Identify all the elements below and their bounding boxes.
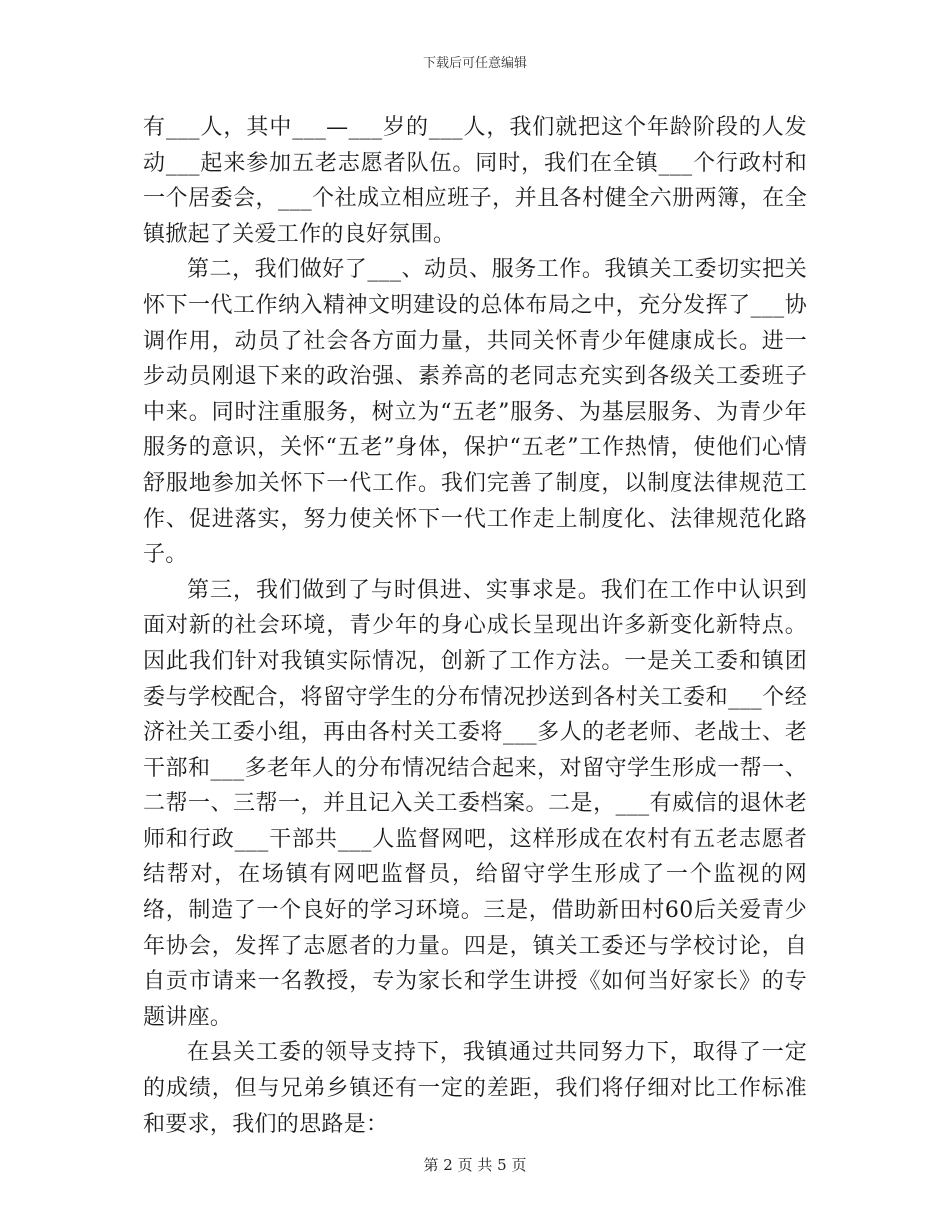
paragraph-third-point: 第三，我们做到了与时俱进、实事求是。我们在工作中认识到面对新的社会环境，青少年的身心成长呈现出许多新变化新特点。因此我们针对我镇实际情况，创新了工作方法。一是关工委和镇团委与学校配合，将留守学生的分布情况抄送到各村关工委和___个经济社关工委小组，再由各村关工委将___多人的老老师、老战士、老干部和___多老年人的分布情况结合起来，对留守学生形成一帮一、二帮一、三帮一，并且记入关工委档案。二是，___有威信的退休老师和行政___干部共___人监督网吧，这样形成在农村有五老志愿者结帮对，在场镇有网吧监督员，给留守学生形成了一个监视的网络，制造了一个良好的学习环境。三是，借助新田村60后关爱青少年协会，发挥了志愿者的力量。四是，镇关工委还与学校讨论，自自贡市请来一名教授，专为家长和学生讲授《如何当好家长》的专题讲座。 [143,577,807,1030]
paragraph-continuation: 有___人，其中___—___岁的___人，我们就把这个年龄阶段的人发动___起来参加五老志愿者队伍。同时，我们在全镇___个行政村和一个居委会，___个社成立相应班子，并且各村健全六册两簿，在全镇掀起了关爱工作的良好氛围。 [143,115,807,247]
page-header-note: 下载后可任意编辑 [422,56,527,71]
document-body [143,110,807,1142]
page-number: 第 2 页 共 5 页 [423,1156,527,1174]
paragraph-second-point: 第二，我们做好了___、动员、服务工作。我镇关工委切实把关怀下一代工作纳入精神文明建设的总体布局之中，充分发挥了___协调作用，动员了社会各方面力量，共同关怀青少年健康成长。进一步动员刚退下来的政治强、素养高的老同志充实到各级关工委班子中来。同时注重服务，树立为“五老”服务、为基层服务、为青少年服务的意识，关怀“五老”身体，保护“五老”工作热情，使他们心情舒服地参加关怀下一代工作。我们完善了制度，以制度法律规范工作、促进落实，努力使关怀下一代工作走上制度化、法律规范化路子。 [143,257,807,568]
paragraph-conclusion: 在县关工委的领导支持下，我镇通过共同努力下，取得了一定的成绩，但与兄弟乡镇还有一定的差距，我们将仔细对比工作标准和要求，我们的思路是： [143,1040,807,1137]
